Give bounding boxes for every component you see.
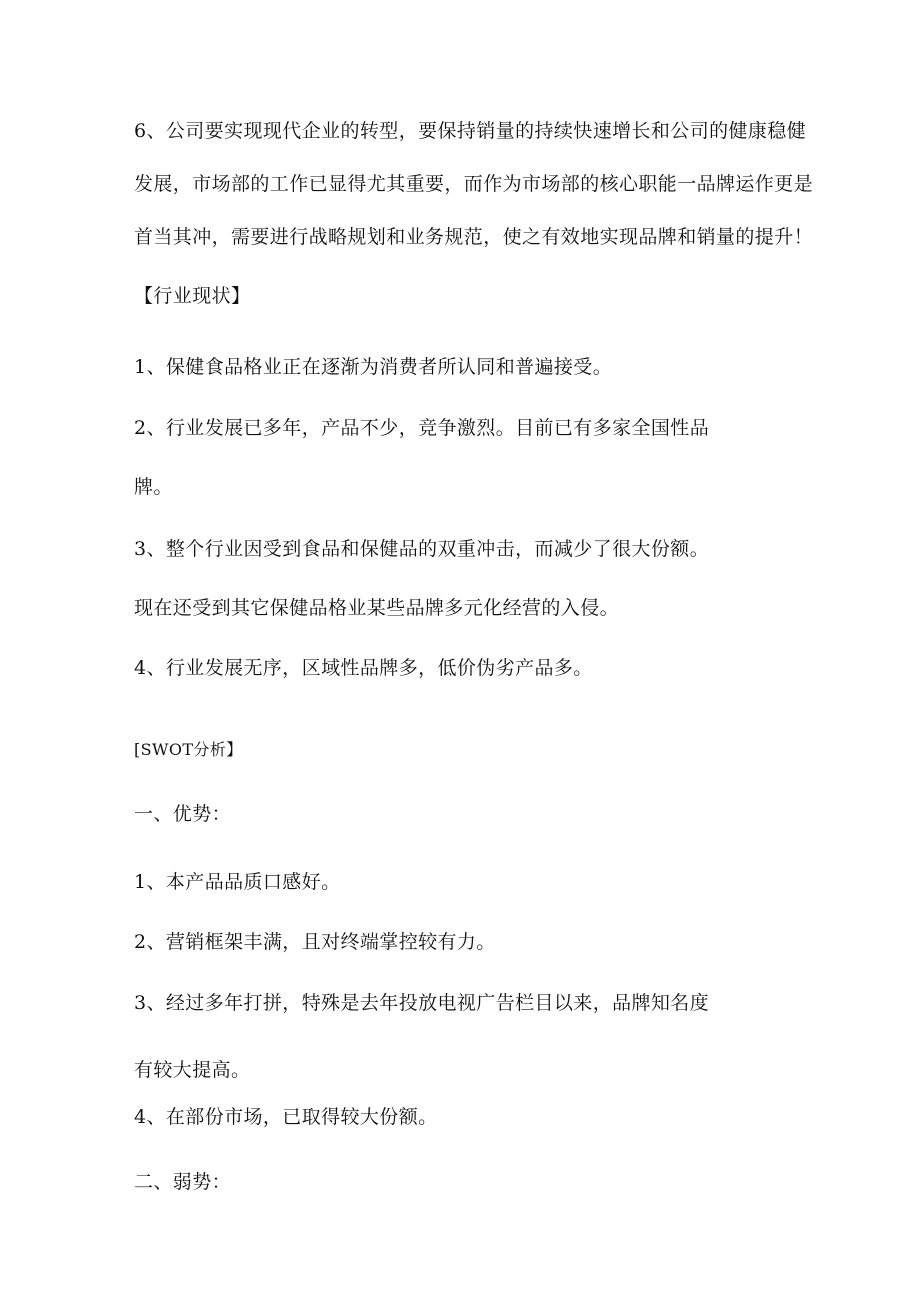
strength-item-3-cont: 有较大提高。 <box>134 1059 251 1081</box>
strength-item-4: 4、在部份市场，已取得较大份额。 <box>134 1106 438 1128</box>
intro-line-1: 6、公司要实现现代企业的转型，要保持销量的持续快速增长和公司的健康稳健 <box>134 120 807 142</box>
industry-item-2-cont: 牌。 <box>134 476 173 498</box>
intro-line-3: 首当其冲，需要进行战略规划和业务规范，使之有效地实现品牌和销量的提升！ <box>134 226 814 248</box>
strengths-heading: 一、优势： <box>134 803 232 825</box>
swot-heading <box>134 735 243 764</box>
weaknesses-heading: 二、弱势： <box>134 1171 232 1193</box>
strength-item-3: 3、经过多年打拼，特殊是去年投放电视广告栏目以来，品牌知名度 <box>134 992 710 1014</box>
strength-item-2: 2、营销框架丰满，且对终端掌控较有力。 <box>134 931 496 953</box>
industry-heading: 【行业现状】 <box>134 285 251 307</box>
intro-line-2: 发展，市场部的工作已显得尤其重要，而作为市场部的核心职能一品牌运作更是 <box>134 173 814 195</box>
industry-item-4: 4、行业发展无序，区域性品牌多，低价伪劣产品多。 <box>134 657 593 679</box>
industry-item-3: 3、整个行业因受到食品和保健品的双重冲击，而减少了很大份额。 <box>134 538 710 560</box>
industry-item-1: 1、保健食品格业正在逐渐为消费者所认同和普遍接受。 <box>134 356 613 378</box>
industry-item-2: 2、行业发展已多年，产品不少，竞争激烈。目前已有多家全国性品 <box>134 417 710 439</box>
industry-item-3-cont: 现在还受到其它保健品格业某些品牌多元化经营的入侵。 <box>134 597 620 619</box>
swot-heading-text: [SWOT分析】 <box>134 740 243 759</box>
strength-item-1: 1、本产品品质口感好。 <box>134 871 341 893</box>
